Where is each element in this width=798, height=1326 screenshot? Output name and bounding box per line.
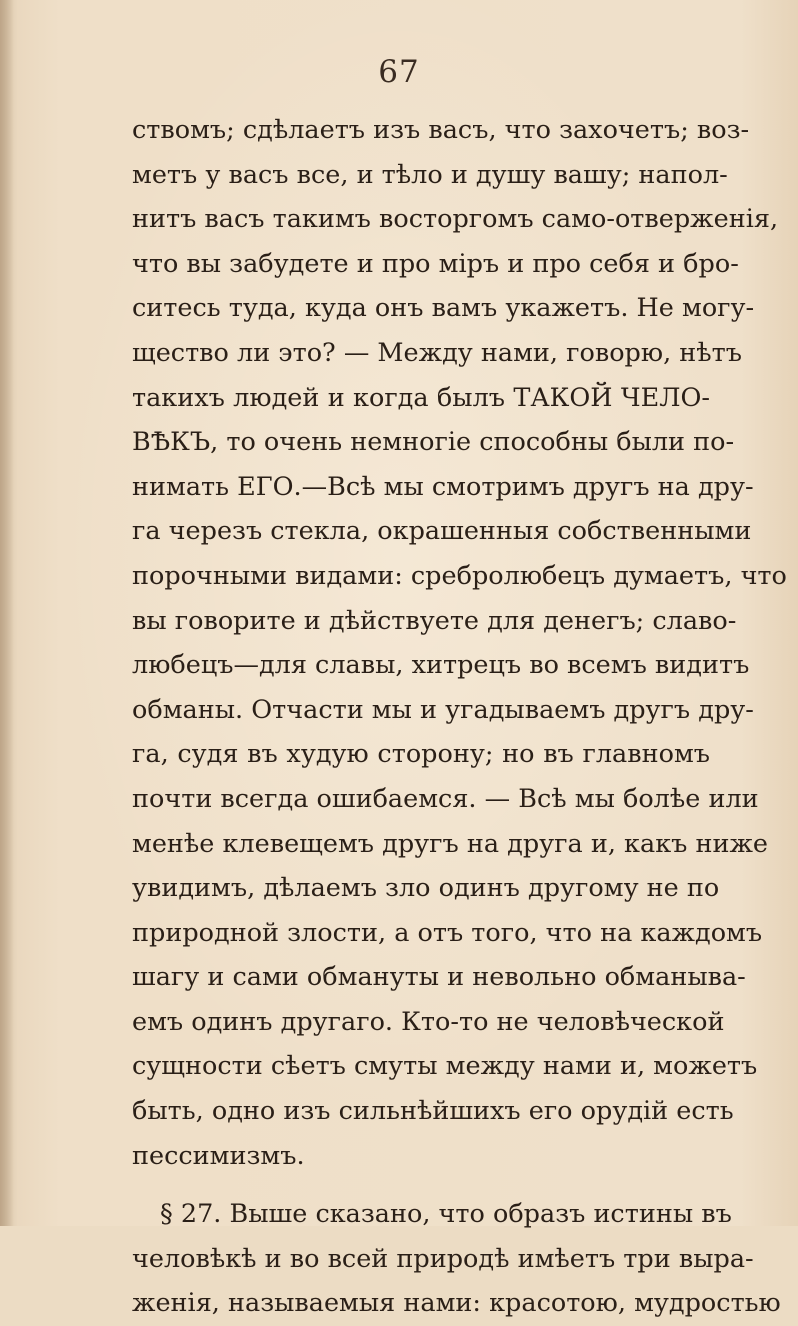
text-line: женія, называемыя нами: красотою, мудростью (132, 1288, 781, 1319)
text-line: га черезъ стекла, окрашенныя собственными (132, 516, 752, 547)
text-line: ВѢКЪ, то очень немногіе способны были по- (132, 427, 735, 458)
text-line: увидимъ, дѣлаемъ зло одинъ другому не по (132, 873, 720, 904)
text-line: пессимизмъ. (132, 1140, 305, 1171)
text-line: обманы. Отчасти мы и угадываемъ другъ дру- (132, 694, 754, 725)
page-number: 67 (378, 54, 420, 90)
text-line: § 27. Выше сказано, что образъ истины въ (160, 1199, 732, 1230)
text-line: человѣкѣ и во всей природѣ имѣетъ три выра- (132, 1243, 754, 1274)
text-line: щество ли это? — Между нами, говорю, нѣтъ (132, 337, 742, 368)
text-line: сущности сѣетъ смуты между нами и, можетъ (132, 1051, 758, 1082)
text-line: шагу и сами обмануты и невольно обманыва- (132, 962, 746, 993)
text-line: природной злости, а отъ того, что на каждомъ (132, 917, 763, 948)
text-line: ствомъ; сдѣлаетъ изъ васъ, что захочетъ; воз- (132, 115, 750, 145)
text-line: такихъ людей и когда былъ ТАКОЙ ЧЕЛО- (132, 382, 710, 413)
text-line: вы говорите и дѣйствуете для денегъ; славо- (132, 605, 737, 636)
text-line: га, судя въ худую сторону; но въ главномъ (132, 739, 710, 770)
paragraph-2 (132, 1192, 781, 1326)
paragraph-1 (132, 108, 787, 1178)
text-line: нитъ васъ такимъ восторгомъ само-отверженія, (132, 204, 779, 235)
paragraph-gap (132, 1178, 710, 1192)
text-line: порочными видами: сребролюбецъ думаетъ, что (132, 560, 787, 591)
text-line: почти всегда ошибаемся. — Всѣ мы болѣе или (132, 783, 759, 814)
text-line: метъ у васъ все, и тѣло и душу вашу; напол- (132, 159, 728, 190)
text-line: менѣе клевещемъ другъ на друга и, какъ ниже (132, 828, 769, 859)
text-line: емъ одинъ другаго. Кто-то не человѣческой (132, 1006, 725, 1037)
text-block (132, 108, 787, 1326)
text-line: что вы забудете и про міръ и про себя и бро- (132, 248, 739, 279)
page-spine-shadow (0, 0, 14, 1226)
text-line: быть, одно изъ сильнѣйшихъ его орудій есть (132, 1096, 734, 1127)
text-line: ситесь туда, куда онъ вамъ укажетъ. Не могу- (132, 293, 755, 324)
text-line: любецъ—для славы, хитрецъ во всемъ видитъ (132, 650, 750, 681)
text-line: нимать ЕГО.—Всѣ мы смотримъ другъ на дру- (132, 471, 754, 502)
